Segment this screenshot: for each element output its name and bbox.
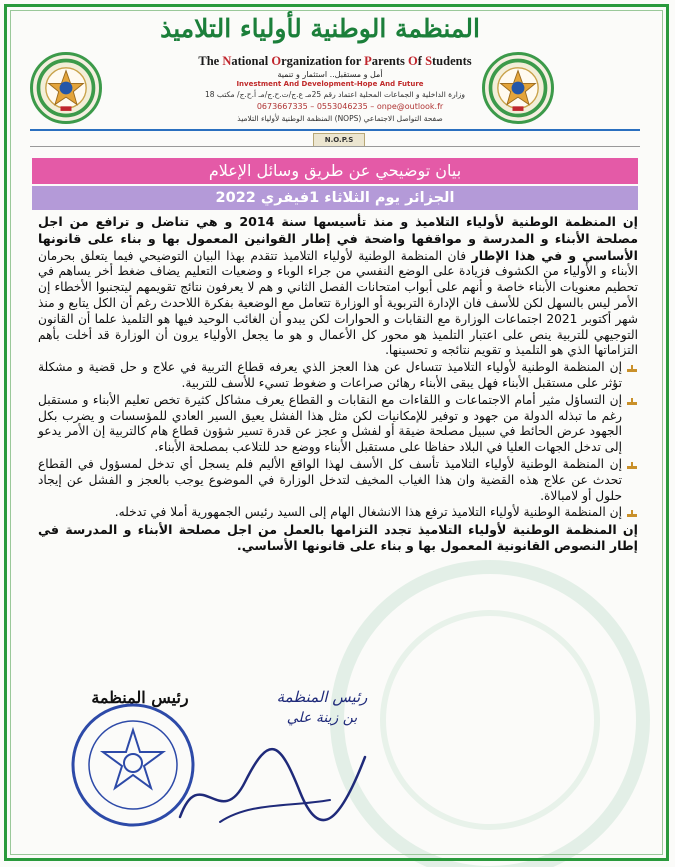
president-label: رئيس المنظمة	[91, 688, 189, 707]
tagline-arabic: أمل و مستقبل.. استثمار و تنمية	[277, 70, 383, 79]
intro-paragraph	[38, 214, 638, 359]
header-divider-thin	[30, 146, 640, 147]
licence-line: وزارة الداخلية و الجماعات المحلية اعتماد رقم 25مـ ع.ج/ت.ح.ج/مـ أ.ح.ج/ مكتب 18	[204, 90, 466, 99]
bullet-item: إن التساؤل مثير أمام الاجتماعات و اللقاءات مع النقابات و القطاع يعرف مشاكل كثيرة تخص تعليم الأبناء و مستقبل رغم ما تبذله الدولة من جهود و توفير للإمكانيات لكن مثل هذا الفشل يعيق السير العادي للمؤسسات و يضرب بكل الجهود عرض الحائط في سبيل مصلحة ضيقة أو لفشل و عجز عن قدرة تسير شؤون قطاع هام كالتربية إن الأمر يدعو إلى تدخل الجهات العليا في البلاد حفاظا على مستقبل الأبناء ووضع حد للتلاعب بمصلحة الأبناء.	[38, 393, 638, 456]
bullet-hand-icon	[626, 362, 638, 374]
statement-title-banner: بيان توضيحي عن طريق وسائل الإعلام	[32, 158, 638, 184]
bullet-hand-icon	[626, 507, 638, 519]
organization-name-english: The National Organization for Parents Of Students	[198, 54, 472, 68]
bullet-item: إن المنظمة الوطنية لأولياء التلاميذ ترفع هذا الانشغال الهام إلى السيد رئيس الجمهورية أملا في تدخله.	[38, 505, 638, 521]
organization-logo-icon	[33, 55, 99, 121]
handwritten-signature	[160, 722, 380, 842]
intro-bold-text: إن المنظمة الوطنية لأولياء التلاميذ و منذ تأسيسها سنة 2014 و هي تناضل و ترافع من اجل مصلحة الأبناء و المدرسة و مواقفها واضحة في إطار القوانين المعمول بها و بناء على قانونها الأساسي و في هذا الإطار	[38, 214, 638, 263]
signer-title: رئيس المنظمة	[276, 688, 368, 706]
tagline-english: Investment And Development-Hope And Future	[236, 80, 424, 88]
nops-badge: N.O.P.S	[313, 133, 365, 147]
phone-1: 0673667335	[256, 102, 308, 111]
organization-logo-left	[30, 52, 102, 124]
signer-name: بن زينة علي	[286, 710, 358, 726]
intro-rest-text: فان المنظمة الوطنية لأولياء التلاميذ تتقدم بهذا البيان التوضيحي فيما يتعلق بحرمان الأبناء و الأولياء من الكشوف فزيادة على الوضع النفسي من جراء الوباء و وضعيات التعليم يضاف ضغط أخر يساهم في تحطيم معنويات الأبناء خاصة و أنهم على أبواب امتحانات الفصل الثاني و هم لا يعرفون نتائج تقويمهم ليتجنبوا الأخطاء إن الأمر ليس بالسهل لكن للأسف فان الإدارة التربوية أو الوزارة تتعامل مع الوضعية بفكرة اللاحدث رغم أن الكل يتابع و منذ شهر أكتوبر 2021 اجتماعات الوزارة مع النقابات و الحوارات لكن يبدو أن الغائب الوحيد فيها هو التلميذ علما أن القانون التوجيهي للتربية ينص على اعتبار التلميذ هو محور كل الأعمال و هو ما يجعل الأولياء يرون أن الوزارة قد أخلت بأهم التزاماتها الذي هو التلميذ و تقويم نتائجه و تحسينها.	[38, 248, 638, 358]
bullet-hand-icon	[626, 459, 638, 471]
organization-name-arabic: المنظمة الوطنية لأولياء التلاميذ	[160, 14, 480, 43]
email: onpe@outlook.fr	[376, 102, 444, 111]
statement-body	[38, 214, 638, 555]
contact-line: 0673667335 – 0553046235 – onpe@outlook.fr	[256, 102, 444, 111]
header-divider	[30, 129, 640, 131]
social-network-line: صفحة التواصل الاجتماعي (NOPS) المنظمة الوطنية لأولياء التلاميذ	[237, 114, 443, 123]
phone-2: 0553046235	[316, 102, 368, 111]
bullet-item: إن المنظمة الوطنية لأولياء التلاميذ تتساءل عن هذا العجز الذي يعرفه قطاع التربية في علاج و حل قضية و مشكلة تؤثر على مستقبل الأبناء فهل يبقى الأبناء رهائن صراعات و ضغوط تسيء للأسف للتربية.	[38, 360, 638, 392]
bullet-hand-icon	[626, 395, 638, 407]
date-banner: الجزائر يوم الثلاثاء 1فيفري 2022	[32, 186, 638, 210]
closing-paragraph: إن المنظمة الوطنية لأولياء التلاميذ تجدد التزامها بالعمل من اجل مصلحة الأبناء و المدرسة في إطار النصوص القانونية المعمول بها و بناء على قانونها الأساسي.	[38, 522, 638, 553]
bullet-item: إن المنظمة الوطنية لأولياء التلاميذ تأسف كل الأسف لهذا الواقع الأليم فلم يسجل أي تدخل لمسؤول في القطاع تحدث عن علاج هذه القضية وان هذا الغياب المخيف لتدخل الوزارة في الموضوع يوجب بالعجز و الفشل عن إيجاد حلول أو لامبالاة.	[38, 457, 638, 504]
